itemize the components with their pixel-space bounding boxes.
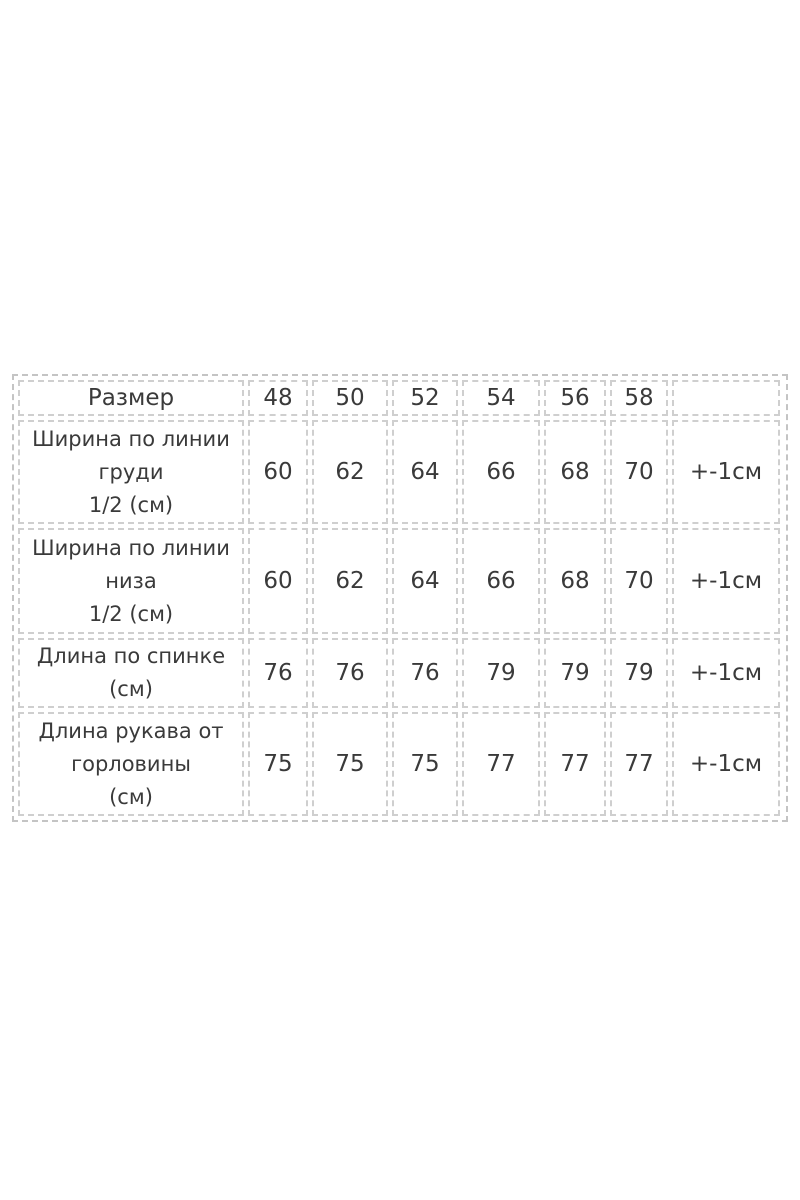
row-label-line: груди xyxy=(98,459,164,484)
cell-value: 66 xyxy=(486,458,516,485)
row-chest-width-size-50 xyxy=(312,420,388,524)
cell-value: 60 xyxy=(263,567,293,594)
cell-value: 60 xyxy=(263,458,293,485)
row-sleeve-length-label xyxy=(18,712,244,816)
header-size-48 xyxy=(248,380,308,416)
header-size-value: 56 xyxy=(560,384,590,411)
row-label-line: (см) xyxy=(109,677,153,701)
row-label-line: низа xyxy=(105,568,157,593)
row-back-length-label xyxy=(18,638,244,708)
row-label-line: Длина рукава от xyxy=(38,718,224,743)
cell-value: 75 xyxy=(410,750,440,777)
row-chest-width-size-52 xyxy=(392,420,458,524)
row-chest-width-tolerance xyxy=(672,420,780,524)
row-back-length-size-48 xyxy=(248,638,308,708)
cell-value: 64 xyxy=(410,458,440,485)
row-chest-width-size-56 xyxy=(544,420,606,524)
cell-value: 75 xyxy=(263,750,293,777)
cell-value: 76 xyxy=(335,659,365,686)
cell-value: 66 xyxy=(486,567,516,594)
cell-value: 76 xyxy=(410,659,440,686)
header-size-52 xyxy=(392,380,458,416)
row-chest-width-size-48 xyxy=(248,420,308,524)
row-label-line: 1/2 (см) xyxy=(88,492,174,517)
row-sleeve-length-size-56 xyxy=(544,712,606,816)
cell-value: 68 xyxy=(560,567,590,594)
cell-value: 79 xyxy=(560,659,590,686)
row-back-length-size-54 xyxy=(462,638,540,708)
cell-value: 79 xyxy=(486,659,516,686)
cell-value: 70 xyxy=(624,458,654,485)
cell-value: 77 xyxy=(560,750,590,777)
cell-value: 62 xyxy=(335,567,365,594)
header-size-56 xyxy=(544,380,606,416)
tolerance-value: +-1см xyxy=(689,659,763,686)
row-chest-width-size-54 xyxy=(462,420,540,524)
row-back-length-tolerance xyxy=(672,638,780,708)
header-size-value: 54 xyxy=(486,384,516,411)
header-size-value: 52 xyxy=(410,384,440,411)
cell-value: 77 xyxy=(486,750,516,777)
row-hem-width-size-56 xyxy=(544,528,606,634)
row-sleeve-length-size-52 xyxy=(392,712,458,816)
header-size-54 xyxy=(462,380,540,416)
header-size-label-text: Размер xyxy=(87,384,175,411)
row-chest-width-size-58 xyxy=(610,420,668,524)
row-hem-width-size-48 xyxy=(248,528,308,634)
cell-value: 62 xyxy=(335,458,365,485)
row-hem-width-size-50 xyxy=(312,528,388,634)
row-hem-width-size-52 xyxy=(392,528,458,634)
cell-value: 64 xyxy=(410,567,440,594)
row-hem-width-size-58 xyxy=(610,528,668,634)
row-back-length-size-50 xyxy=(312,638,388,708)
header-size-58 xyxy=(610,380,668,416)
row-hem-width-label xyxy=(18,528,244,634)
header-size-value: 48 xyxy=(263,384,293,411)
row-label-line: Ширина по линии xyxy=(32,535,230,560)
cell-value: 77 xyxy=(624,750,654,777)
cell-value: 70 xyxy=(624,567,654,594)
header-size-50 xyxy=(312,380,388,416)
row-chest-width-label xyxy=(18,420,244,524)
cell-value: 68 xyxy=(560,458,590,485)
row-label-line: (см) xyxy=(109,784,153,809)
row-label-line: Ширина по линии xyxy=(32,426,230,451)
row-back-length-size-56 xyxy=(544,638,606,708)
row-label-line: 1/2 (см) xyxy=(88,601,174,626)
tolerance-value: +-1см xyxy=(689,567,763,594)
row-sleeve-length-size-58 xyxy=(610,712,668,816)
tolerance-value: +-1см xyxy=(689,458,763,485)
row-back-length-size-52 xyxy=(392,638,458,708)
tolerance-value: +-1см xyxy=(689,750,763,777)
row-hem-width-size-54 xyxy=(462,528,540,634)
row-sleeve-length-size-54 xyxy=(462,712,540,816)
cell-value: 75 xyxy=(335,750,365,777)
header-tolerance xyxy=(672,380,780,416)
cell-value: 76 xyxy=(263,659,293,686)
header-size-value: 58 xyxy=(624,384,654,411)
row-hem-width-tolerance xyxy=(672,528,780,634)
header-size-label xyxy=(18,380,244,416)
size-chart-table xyxy=(12,374,788,822)
row-sleeve-length-tolerance xyxy=(672,712,780,816)
row-sleeve-length-size-48 xyxy=(248,712,308,816)
row-label-line: горловины xyxy=(71,751,191,776)
row-sleeve-length-size-50 xyxy=(312,712,388,816)
header-size-value: 50 xyxy=(335,384,365,411)
row-back-length-size-58 xyxy=(610,638,668,708)
cell-value: 79 xyxy=(624,659,654,686)
row-label-line: Длина по спинке xyxy=(36,644,226,668)
